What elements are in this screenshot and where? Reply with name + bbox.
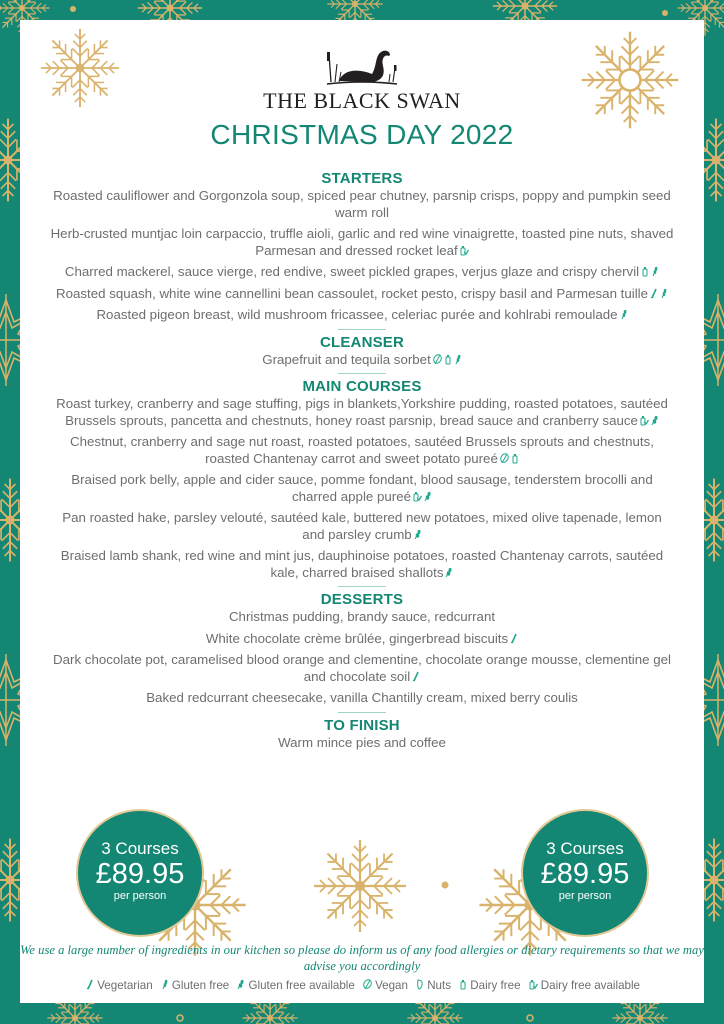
menu-item (50, 434, 674, 467)
menu-item-text: Warm mince pies and coffee (278, 734, 446, 750)
menu-item-text: Charred mackerel, sauce vierge, red endive, sweet pickled grapes, verjus glaze and crispy chervil (64, 264, 640, 279)
section-divider (338, 373, 386, 374)
menu-item (50, 631, 674, 648)
dietary-icons (498, 451, 519, 466)
price-badge-left (78, 811, 202, 935)
dietary-icons (458, 243, 469, 258)
dairy-free-available-icon (458, 243, 469, 258)
gluten-free-available-icon (235, 979, 245, 992)
vegetarian-icon (84, 979, 94, 992)
menu-item-text: Grapefruit and tequila sorbet (262, 351, 431, 367)
section-heading: CLEANSER (319, 333, 405, 351)
dietary-icons (412, 527, 422, 542)
vegetarian-icon (508, 631, 518, 646)
dairy-free-available-icon (638, 413, 649, 428)
price-courses: 3 Courses (101, 839, 179, 858)
dietary-icons (648, 286, 668, 301)
menu-item-text: Baked redcurrant cheesecake, vanilla Chantilly cream, mixed berry coulis (146, 690, 578, 705)
section-heading: DESSERTS (320, 591, 404, 608)
dietary-icons (638, 413, 659, 428)
menu-item-text: Dark chocolate pot, caramelised blood orange and clementine, chocolate orange mousse, clementine gel and chocolate soil (53, 652, 671, 684)
gluten-free-icon (618, 307, 628, 322)
vegetarian-icon (410, 669, 420, 684)
dairy-free-icon (457, 979, 467, 992)
legend-item-vegan (361, 979, 408, 992)
menu-item-text: Roasted pigeon breast, wild mushroom fricassee, celeriac purée and kohlrabi remoulade (96, 307, 618, 322)
section-divider (338, 586, 386, 587)
legend-item-gluten-free (159, 979, 230, 992)
section-divider (338, 712, 386, 713)
gluten-free-available-icon (412, 527, 422, 542)
legend-item-gluten-free-available (235, 979, 355, 992)
page-title: CHRISTMAS DAY 2022 (210, 119, 514, 150)
dairy-free-icon (509, 451, 519, 466)
dairy-free-icon (639, 264, 649, 279)
menu-item (50, 609, 674, 626)
menu-item (50, 352, 674, 369)
legend-label: Gluten free available (248, 979, 355, 992)
menu-item-text: Herb-crusted muntjac loin carpaccio, truffle aioli, garlic and red wine vinaigrette, toasted pine nuts, shaved Parmesan and dressed rocket leaf (50, 226, 674, 258)
snowflake-decoration (310, 836, 410, 936)
vegan-icon (361, 979, 372, 992)
menu-item-text: Braised pork belly, apple and cider sauce, pomme fondant, blood sausage, tenderstem brocolli and charred apple pureé (71, 472, 653, 504)
section-divider (338, 329, 386, 330)
dietary-icons (411, 489, 432, 504)
dairy-free-available-icon (411, 489, 422, 504)
menu-item (50, 548, 674, 581)
menu-item (50, 286, 674, 303)
price-courses: 3 Courses (546, 839, 624, 858)
legend-item-dairy-free-available (527, 979, 640, 992)
legend-label: Dairy free (470, 979, 521, 992)
legend-item-vegetarian (84, 979, 153, 992)
legend-item-dairy-free (457, 979, 521, 992)
dot-decoration (440, 880, 450, 890)
dietary-icons (508, 631, 518, 646)
legend-label: Vegan (375, 979, 408, 992)
menu-item-text: White chocolate crème brûlée, gingerbread biscuits (205, 630, 509, 646)
menu-item (50, 307, 674, 324)
price-amount: £89.95 (540, 858, 630, 890)
legend-item-nuts (414, 979, 451, 992)
dietary-icons (431, 352, 462, 367)
brand-name: THE BLACK SWAN (263, 88, 461, 113)
menu-item-text: Pan roasted hake, parsley velouté, sautéed kale, buttered new potatoes, mixed olive tapenade, lemon and parsley crumb (62, 510, 662, 542)
price-unit: per person (113, 890, 167, 902)
menu-item (50, 690, 674, 707)
menu-item-text: Braised lamb shank, red wine and mint jus, dauphinoise potatoes, roasted Chantenay carrots, sautéed kale, charred braised shallots (60, 548, 664, 580)
gluten-free-icon (649, 264, 659, 279)
menu-item-text: Christmas pudding, brandy sauce, redcurrant (228, 609, 496, 624)
gluten-free-available-icon (443, 565, 453, 580)
section-heading: STARTERS (321, 170, 403, 187)
menu-item (50, 735, 674, 752)
gluten-free-icon (159, 979, 169, 992)
gluten-free-available-icon (649, 413, 659, 428)
menu-item (50, 264, 674, 281)
menu-item (50, 396, 674, 429)
dietary-icons (618, 307, 628, 322)
menu-item-text: Chestnut, cranberry and sage nut roast, roasted potatoes, sautéed Brussels sprouts and chestnuts, roasted Chantenay carrot and sweet potato pureé (70, 434, 654, 466)
dairy-free-available-icon (527, 979, 538, 992)
price-badge-right (523, 811, 647, 935)
menu-content (50, 170, 674, 756)
legend-label: Vegetarian (97, 979, 153, 992)
vegetarian-icon (648, 286, 658, 301)
gluten-free-available-icon (422, 489, 432, 504)
gluten-free-icon (452, 352, 462, 367)
dietary-icons (410, 669, 420, 684)
allergy-notice: We use a large number of ingredients in our kitchen so please do inform us of any food allergies or dietary requirements so that we may advise you accordingly (20, 943, 704, 973)
section-heading: MAIN COURSES (302, 378, 422, 395)
menu-item (50, 188, 674, 221)
black-swan-logo (20, 48, 704, 88)
dietary-icons (443, 565, 453, 580)
menu-item (50, 652, 674, 685)
dietary-legend (20, 979, 704, 992)
menu-panel (20, 20, 704, 1003)
menu-item (50, 226, 674, 259)
menu-item-text: Roasted cauliflower and Gorgonzola soup, spiced pear chutney, parsnip crisps, poppy and pumpkin seed warm roll (53, 188, 671, 220)
price-unit: per person (558, 890, 612, 902)
section-heading: TO FINISH (324, 716, 400, 734)
menu-item-text: Roasted squash, white wine cannellini bean cassoulet, rocket pesto, crispy basil and Parmesan tuille (55, 285, 649, 301)
menu-item (50, 472, 674, 505)
menu-item-text: Roast turkey, cranberry and sage stuffing, pigs in blankets,Yorkshire pudding, roasted potatoes, sautéed Brussels sprouts, pancetta and chestnuts, honey roast parsnip, bread sauce and cranberry sauce (56, 396, 668, 428)
menu-item (50, 510, 674, 543)
dairy-free-icon (442, 352, 452, 367)
vegan-icon (431, 352, 442, 367)
legend-label: Gluten free (171, 979, 230, 992)
nuts-icon (414, 979, 424, 992)
gluten-free-icon (658, 286, 668, 301)
price-amount: £89.95 (95, 858, 185, 890)
dietary-icons (639, 264, 659, 279)
legend-label: Nuts (427, 979, 452, 992)
legend-label: Dairy free available (540, 979, 641, 992)
vegan-icon (498, 451, 509, 466)
